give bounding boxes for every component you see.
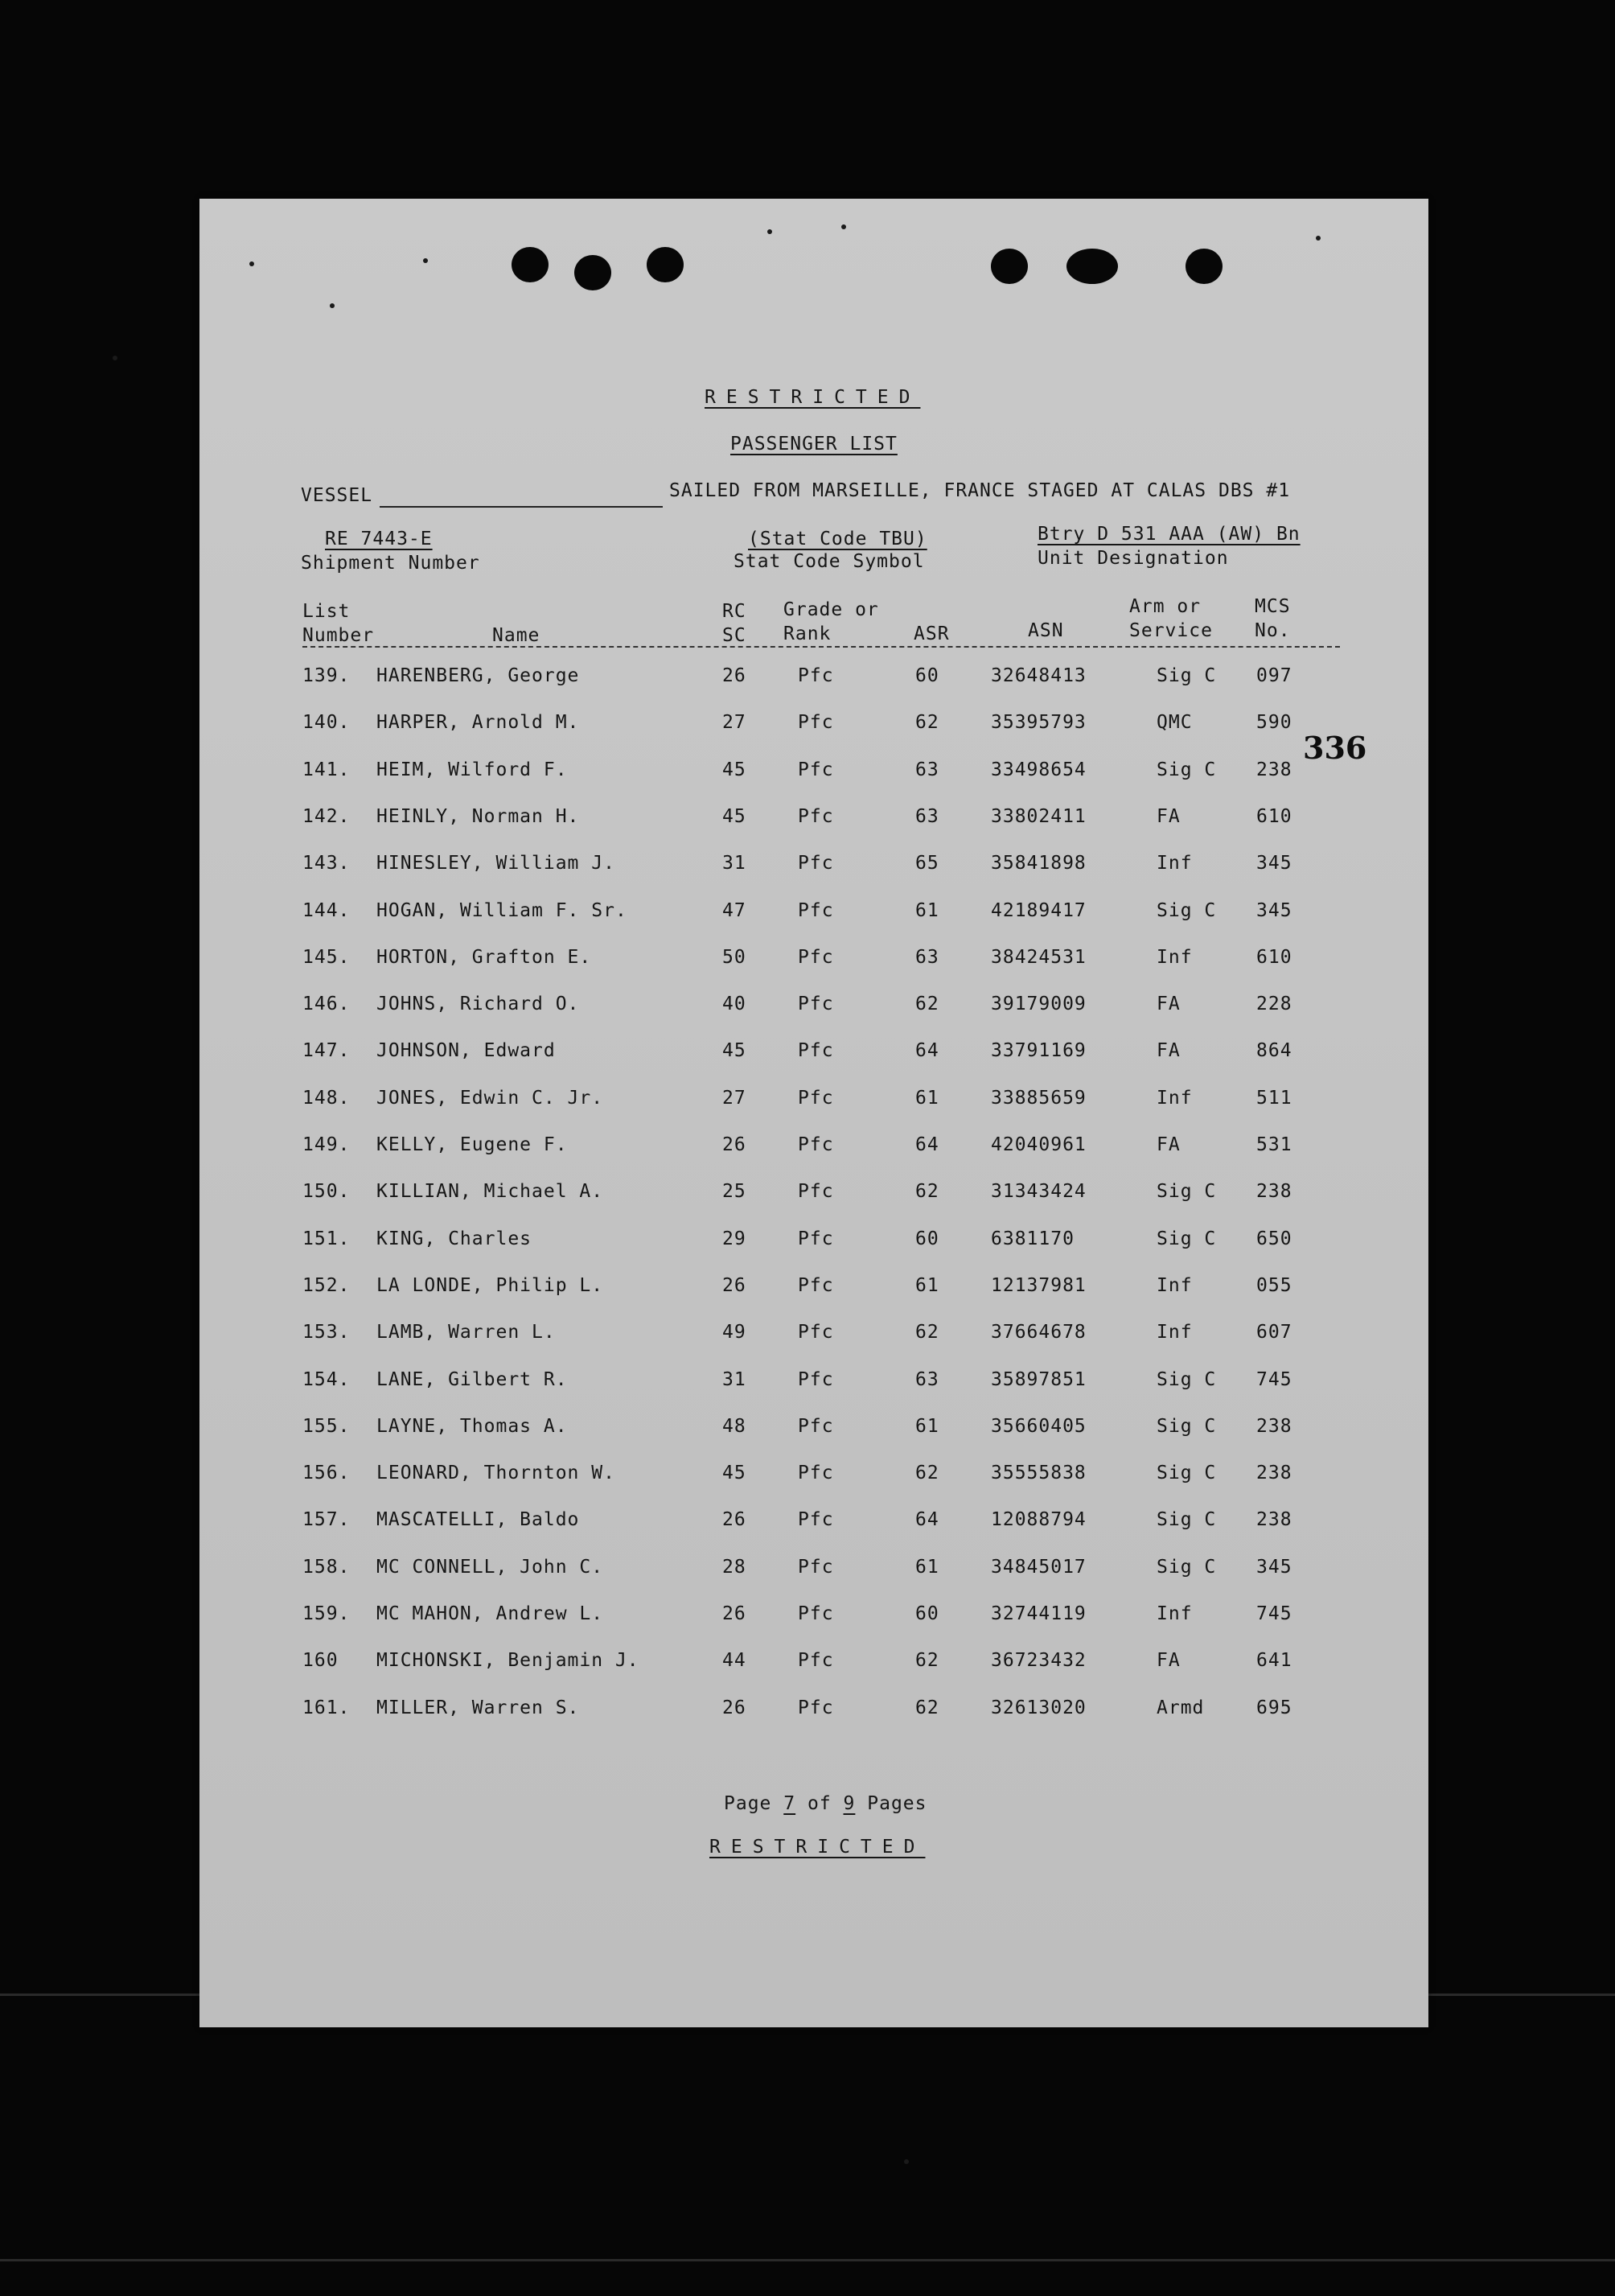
row-asn: 33498654	[991, 759, 1087, 780]
row-arm-service: Sig C	[1157, 665, 1217, 686]
row-rc-sc: 28	[722, 1557, 746, 1578]
row-mcs-number: 864	[1256, 1040, 1292, 1061]
row-grade: Pfc	[798, 1088, 834, 1109]
row-mcs-number: 345	[1256, 1557, 1292, 1578]
col-rc-top: RC	[722, 601, 746, 622]
punch-hole	[574, 255, 611, 290]
row-arm-service: Inf	[1157, 947, 1193, 968]
row-arm-service: Inf	[1157, 1275, 1193, 1296]
row-asr: 60	[915, 665, 939, 686]
vessel-label: VESSEL	[301, 485, 373, 506]
row-name: HEINLY, Norman H.	[376, 806, 580, 827]
row-mcs-number: 055	[1256, 1275, 1292, 1296]
row-list-number: 158.	[302, 1557, 351, 1578]
row-name: LA LONDE, Philip L.	[376, 1275, 604, 1296]
row-mcs-number: 610	[1256, 806, 1292, 827]
row-asr: 63	[915, 1369, 939, 1390]
row-rc-sc: 50	[722, 947, 746, 968]
row-asr: 60	[915, 1603, 939, 1624]
row-arm-service: Inf	[1157, 1603, 1193, 1624]
row-mcs-number: 345	[1256, 900, 1292, 921]
row-mcs-number: 745	[1256, 1603, 1292, 1624]
row-list-number: 155.	[302, 1416, 351, 1437]
dust-speck	[249, 261, 254, 266]
row-asr: 64	[915, 1040, 939, 1061]
col-name: Name	[492, 625, 540, 646]
row-name: HINESLEY, William J.	[376, 853, 615, 874]
row-asn: 37664678	[991, 1322, 1087, 1343]
row-asn: 33791169	[991, 1040, 1087, 1061]
row-asr: 62	[915, 1322, 939, 1343]
page-number: 7	[783, 1793, 796, 1814]
row-asr: 62	[915, 994, 939, 1014]
col-asn: ASN	[1028, 620, 1064, 641]
classification-top: RESTRICTED	[705, 387, 921, 408]
row-grade: Pfc	[798, 1228, 834, 1249]
row-list-number: 160	[302, 1650, 339, 1671]
row-rc-sc: 49	[722, 1322, 746, 1343]
col-mcs-bottom: No.	[1255, 620, 1291, 641]
row-list-number: 154.	[302, 1369, 351, 1390]
row-asn: 32648413	[991, 665, 1087, 686]
row-asr: 62	[915, 1650, 939, 1671]
shipment-label: Shipment Number	[301, 553, 480, 574]
row-mcs-number: 511	[1256, 1088, 1292, 1109]
row-name: KING, Charles	[376, 1228, 532, 1249]
row-mcs-number: 345	[1256, 853, 1292, 874]
row-grade: Pfc	[798, 994, 834, 1014]
row-arm-service: Sig C	[1157, 1369, 1217, 1390]
row-asn: 35897851	[991, 1369, 1087, 1390]
row-rc-sc: 26	[722, 665, 746, 686]
row-grade: Pfc	[798, 759, 834, 780]
row-name: JOHNS, Richard O.	[376, 994, 580, 1014]
row-arm-service: Armd	[1157, 1697, 1205, 1718]
row-grade: Pfc	[798, 1650, 834, 1671]
row-asr: 63	[915, 759, 939, 780]
row-asn: 12088794	[991, 1509, 1087, 1530]
row-grade: Pfc	[798, 853, 834, 874]
row-rc-sc: 44	[722, 1650, 746, 1671]
col-list-bottom: Number	[302, 625, 375, 646]
row-asr: 61	[915, 1557, 939, 1578]
row-list-number: 146.	[302, 994, 351, 1014]
row-mcs-number: 238	[1256, 1416, 1292, 1437]
row-list-number: 157.	[302, 1509, 351, 1530]
row-grade: Pfc	[798, 1509, 834, 1530]
row-mcs-number: 238	[1256, 1463, 1292, 1483]
row-asn: 39179009	[991, 994, 1087, 1014]
row-asr: 62	[915, 1697, 939, 1718]
row-asn: 31343424	[991, 1181, 1087, 1202]
row-grade: Pfc	[798, 1134, 834, 1155]
row-arm-service: Inf	[1157, 1088, 1193, 1109]
row-grade: Pfc	[798, 1369, 834, 1390]
row-name: LAYNE, Thomas A.	[376, 1416, 568, 1437]
punch-hole	[1186, 249, 1223, 284]
row-grade: Pfc	[798, 712, 834, 733]
row-rc-sc: 31	[722, 1369, 746, 1390]
row-mcs-number: 228	[1256, 994, 1292, 1014]
row-rc-sc: 48	[722, 1416, 746, 1437]
row-rc-sc: 29	[722, 1228, 746, 1249]
row-asr: 61	[915, 1275, 939, 1296]
row-rc-sc: 27	[722, 712, 746, 733]
row-name: HARPER, Arnold M.	[376, 712, 580, 733]
row-rc-sc: 45	[722, 759, 746, 780]
row-name: JONES, Edwin C. Jr.	[376, 1088, 604, 1109]
row-name: MC MAHON, Andrew L.	[376, 1603, 604, 1624]
row-asr: 63	[915, 806, 939, 827]
row-list-number: 153.	[302, 1322, 351, 1343]
row-name: HORTON, Grafton E.	[376, 947, 592, 968]
dust-speck	[1316, 236, 1321, 241]
row-name: MC CONNELL, John C.	[376, 1557, 604, 1578]
row-asr: 61	[915, 1416, 939, 1437]
dust-speck	[841, 224, 846, 229]
row-arm-service: Sig C	[1157, 1416, 1217, 1437]
row-grade: Pfc	[798, 806, 834, 827]
row-asr: 65	[915, 853, 939, 874]
row-rc-sc: 27	[722, 1088, 746, 1109]
row-name: KELLY, Eugene F.	[376, 1134, 568, 1155]
row-list-number: 145.	[302, 947, 351, 968]
page-footer	[724, 1793, 927, 1814]
vessel-blank-line	[380, 506, 663, 508]
header-dashed-rule	[302, 646, 1340, 648]
row-name: MILLER, Warren S.	[376, 1697, 580, 1718]
row-name: LAMB, Warren L.	[376, 1322, 556, 1343]
row-asr: 64	[915, 1509, 939, 1530]
row-arm-service: Sig C	[1157, 1228, 1217, 1249]
row-mcs-number: 650	[1256, 1228, 1292, 1249]
punch-hole	[1066, 249, 1118, 284]
row-asn: 34845017	[991, 1557, 1087, 1578]
page-stamp-number: 336	[1303, 730, 1367, 766]
row-rc-sc: 45	[722, 1040, 746, 1061]
col-arm-bottom: Service	[1129, 620, 1213, 641]
row-list-number: 159.	[302, 1603, 351, 1624]
row-arm-service: Sig C	[1157, 1509, 1217, 1530]
col-grade-top: Grade or	[783, 599, 879, 620]
punch-hole	[512, 247, 549, 282]
row-list-number: 161.	[302, 1697, 351, 1718]
scan-edge-line	[0, 2259, 1615, 2261]
row-name: JOHNSON, Edward	[376, 1040, 556, 1061]
row-grade: Pfc	[798, 1557, 834, 1578]
row-list-number: 142.	[302, 806, 351, 827]
punch-hole	[647, 247, 684, 282]
row-list-number: 151.	[302, 1228, 351, 1249]
row-mcs-number: 238	[1256, 759, 1292, 780]
row-grade: Pfc	[798, 1181, 834, 1202]
row-list-number: 139.	[302, 665, 351, 686]
row-asn: 35555838	[991, 1463, 1087, 1483]
row-mcs-number: 590	[1256, 712, 1292, 733]
row-asr: 62	[915, 1181, 939, 1202]
row-list-number: 156.	[302, 1463, 351, 1483]
row-mcs-number: 641	[1256, 1650, 1292, 1671]
row-rc-sc: 40	[722, 994, 746, 1014]
row-grade: Pfc	[798, 947, 834, 968]
row-arm-service: FA	[1157, 994, 1181, 1014]
row-asn: 35841898	[991, 853, 1087, 874]
row-list-number: 152.	[302, 1275, 351, 1296]
row-arm-service: Sig C	[1157, 1181, 1217, 1202]
row-grade: Pfc	[798, 665, 834, 686]
row-rc-sc: 26	[722, 1134, 746, 1155]
row-asn: 6381170	[991, 1228, 1075, 1249]
col-asr: ASR	[914, 623, 950, 644]
col-grade-bottom: Rank	[783, 623, 832, 644]
row-asn: 32744119	[991, 1603, 1087, 1624]
row-rc-sc: 26	[722, 1603, 746, 1624]
row-rc-sc: 26	[722, 1697, 746, 1718]
document-page	[199, 199, 1428, 2027]
row-name: MASCATELLI, Baldo	[376, 1509, 580, 1530]
row-list-number: 143.	[302, 853, 351, 874]
pages-word: Pages	[867, 1793, 927, 1814]
row-asr: 64	[915, 1134, 939, 1155]
shipment-number: RE 7443-E	[325, 529, 433, 549]
row-asn: 33802411	[991, 806, 1087, 827]
row-name: MICHONSKI, Benjamin J.	[376, 1650, 639, 1671]
unit-designation: Btry D 531 AAA (AW) Bn	[1038, 524, 1301, 545]
row-name: LANE, Gilbert R.	[376, 1369, 568, 1390]
row-asn: 32613020	[991, 1697, 1087, 1718]
row-arm-service: FA	[1157, 1040, 1181, 1061]
row-asr: 60	[915, 1228, 939, 1249]
row-arm-service: Sig C	[1157, 900, 1217, 921]
row-asn: 36723432	[991, 1650, 1087, 1671]
row-rc-sc: 45	[722, 806, 746, 827]
row-asr: 61	[915, 1088, 939, 1109]
row-arm-service: Sig C	[1157, 1557, 1217, 1578]
row-arm-service: FA	[1157, 806, 1181, 827]
row-grade: Pfc	[798, 1697, 834, 1718]
row-asr: 62	[915, 1463, 939, 1483]
row-rc-sc: 31	[722, 853, 746, 874]
stat-code: (Stat Code TBU)	[748, 529, 927, 549]
page-total: 9	[843, 1793, 856, 1814]
row-list-number: 148.	[302, 1088, 351, 1109]
row-arm-service: Sig C	[1157, 759, 1217, 780]
dust-speck	[423, 258, 428, 263]
row-rc-sc: 26	[722, 1275, 746, 1296]
row-rc-sc: 45	[722, 1463, 746, 1483]
row-rc-sc: 25	[722, 1181, 746, 1202]
row-arm-service: Inf	[1157, 1322, 1193, 1343]
row-mcs-number: 238	[1256, 1181, 1292, 1202]
row-asn: 38424531	[991, 947, 1087, 968]
row-grade: Pfc	[798, 1040, 834, 1061]
of-word: of	[807, 1793, 832, 1814]
row-asn: 35660405	[991, 1416, 1087, 1437]
sailed-from: SAILED FROM MARSEILLE, FRANCE STAGED AT CALAS DBS #1	[669, 480, 1291, 501]
dust-speck	[113, 356, 117, 360]
row-grade: Pfc	[798, 1603, 834, 1624]
row-asn: 42040961	[991, 1134, 1087, 1155]
row-name: KILLIAN, Michael A.	[376, 1181, 604, 1202]
row-list-number: 140.	[302, 712, 351, 733]
row-asr: 61	[915, 900, 939, 921]
row-arm-service: QMC	[1157, 712, 1193, 733]
row-grade: Pfc	[798, 1463, 834, 1483]
page-word: Page	[724, 1793, 772, 1814]
row-grade: Pfc	[798, 1275, 834, 1296]
row-arm-service: Sig C	[1157, 1463, 1217, 1483]
row-asr: 63	[915, 947, 939, 968]
row-grade: Pfc	[798, 1416, 834, 1437]
row-mcs-number: 097	[1256, 665, 1292, 686]
row-asn: 42189417	[991, 900, 1087, 921]
row-asn: 12137981	[991, 1275, 1087, 1296]
row-grade: Pfc	[798, 900, 834, 921]
row-arm-service: FA	[1157, 1134, 1181, 1155]
row-asr: 62	[915, 712, 939, 733]
row-mcs-number: 531	[1256, 1134, 1292, 1155]
col-arm-top: Arm or	[1129, 596, 1202, 617]
row-rc-sc: 47	[722, 900, 746, 921]
unit-designation-label: Unit Designation	[1038, 548, 1229, 569]
row-name: HARENBERG, George	[376, 665, 580, 686]
col-rc-bottom: SC	[722, 625, 746, 646]
dust-speck	[767, 229, 772, 234]
row-rc-sc: 26	[722, 1509, 746, 1530]
col-list-top: List	[302, 601, 351, 622]
row-list-number: 144.	[302, 900, 351, 921]
row-arm-service: Inf	[1157, 853, 1193, 874]
row-arm-service: FA	[1157, 1650, 1181, 1671]
row-asn: 33885659	[991, 1088, 1087, 1109]
dust-speck	[330, 303, 335, 308]
dust-speck	[904, 2159, 909, 2164]
row-mcs-number: 238	[1256, 1509, 1292, 1530]
row-name: HOGAN, William F. Sr.	[376, 900, 627, 921]
document-title: PASSENGER LIST	[730, 434, 898, 455]
row-list-number: 141.	[302, 759, 351, 780]
row-mcs-number: 695	[1256, 1697, 1292, 1718]
col-mcs-top: MCS	[1255, 596, 1291, 617]
classification-bottom: RESTRICTED	[709, 1837, 926, 1858]
row-list-number: 149.	[302, 1134, 351, 1155]
row-list-number: 147.	[302, 1040, 351, 1061]
row-asn: 35395793	[991, 712, 1087, 733]
stat-code-label: Stat Code Symbol	[734, 551, 925, 572]
row-mcs-number: 610	[1256, 947, 1292, 968]
row-mcs-number: 607	[1256, 1322, 1292, 1343]
punch-hole	[991, 249, 1028, 284]
row-mcs-number: 745	[1256, 1369, 1292, 1390]
row-grade: Pfc	[798, 1322, 834, 1343]
row-name: HEIM, Wilford F.	[376, 759, 568, 780]
row-name: LEONARD, Thornton W.	[376, 1463, 615, 1483]
row-list-number: 150.	[302, 1181, 351, 1202]
